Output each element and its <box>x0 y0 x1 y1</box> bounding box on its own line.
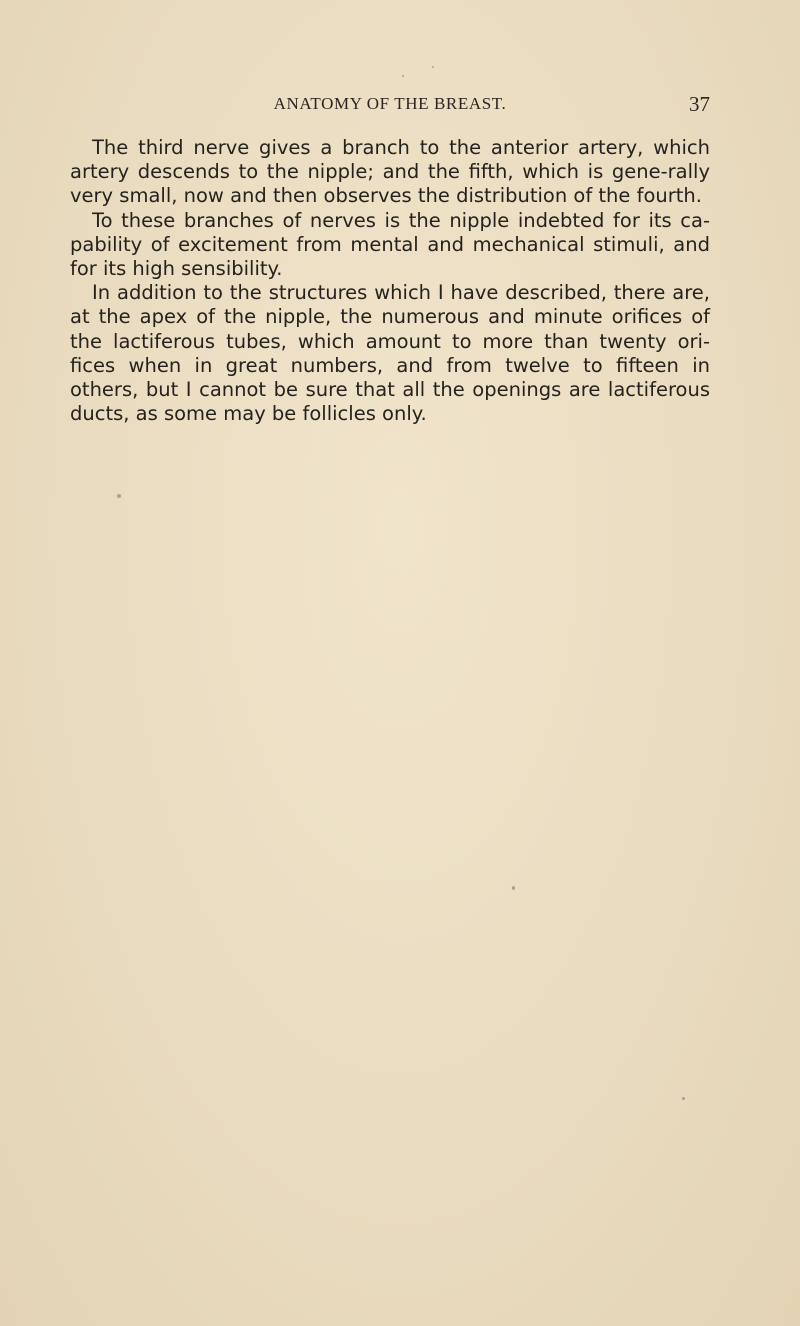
paper-speck <box>512 886 515 890</box>
running-title: ANATOMY OF THE BREAST. <box>273 94 507 113</box>
running-head <box>70 92 710 118</box>
paper-speck <box>117 494 121 498</box>
paper-speck <box>402 75 404 77</box>
paragraph-1: The third nerve gives a branch to the anterior artery, which artery descends to the nipple; and the fifth, which is gene-rally very small, now and then observes the distribution of the fourth. <box>70 136 710 208</box>
paragraph-3: In addition to the structures which I have described, there are, at the apex of the nipple, the numerous and minute orifices of the lactiferous tubes, which amount to more than twenty ori-fices when in great numbers, and from twelve to fifteen in others, but I cannot be sure that all the openings are lactiferous ducts, as some may be follicles only. <box>70 281 710 426</box>
paper-speck <box>682 1097 685 1100</box>
paragraph-2: To these branches of nerves is the nipple indebted for its ca-pability of excitement from mental and mechanical stimuli, and for its high sensibility. <box>70 208 710 281</box>
page-number: 37 <box>689 92 710 116</box>
body-text <box>70 136 710 426</box>
paper-speck <box>432 66 434 68</box>
page-content <box>70 92 710 426</box>
